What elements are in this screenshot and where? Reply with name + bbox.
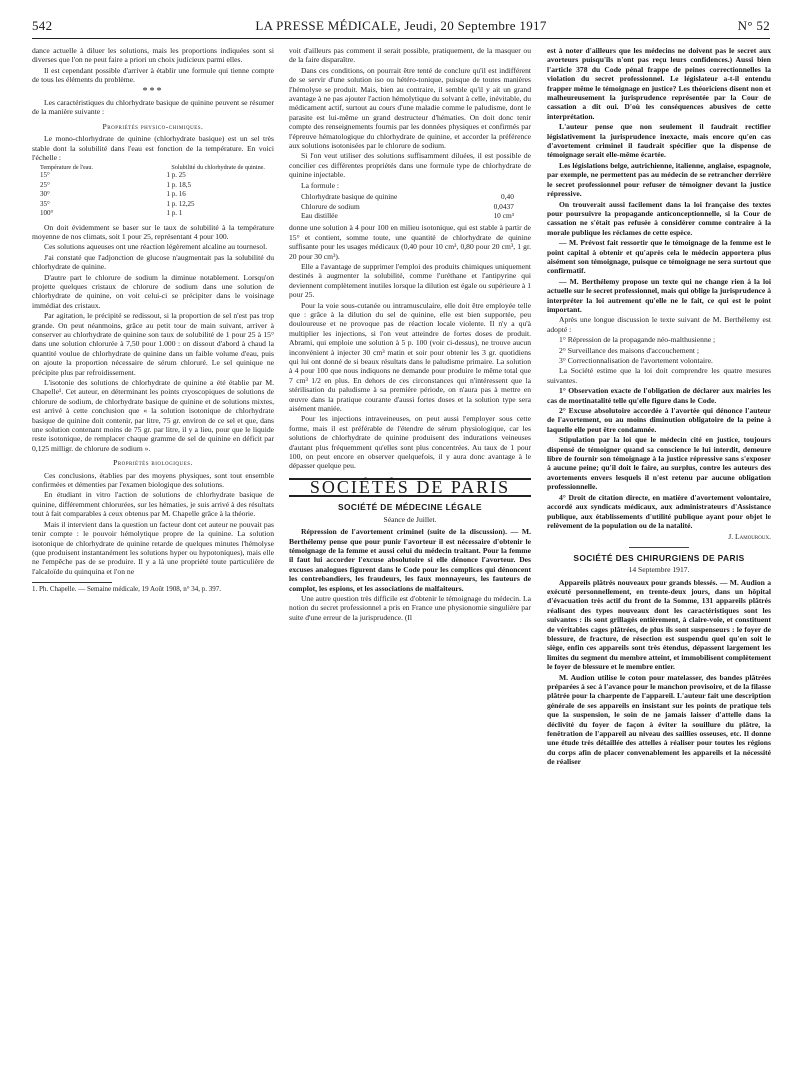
paragraph: dance actuelle à diluer les solutions, mais les proportions indiquées sont si diverses que l'on ne peut faire a priori un choix judicieux parmi elles.	[32, 46, 274, 65]
ingredient: Eau distillée	[301, 210, 338, 220]
table-cell: 100°	[40, 209, 54, 218]
paragraph: Elle a l'avantage de supprimer l'emploi des produits chimiques uniquement destinés à augmenter la solubilité, comme l'uréthane et l'antipyrine qui deviennent complètement inutiles lorsque la dilution est égale ou supérieure à 1 pour 25.	[289, 261, 531, 300]
table-cell: 35°	[40, 199, 50, 208]
paragraph: M. Audion utilise le coton pour matelasser, des bandes plâtrées préparées à sec à l'avance pour le manchon provisoire, et de la filasse plâtrée pour la charpente de l'appareil. L'auteur fait une description générale de ses appareils en insistant sur les points de pratique tels que la suspension, le soin de ne jamais laisser d'attelle dans la déclivité du foyer de façon à éviter la souillure du plâtre, la fenêtration de l'appareil au niveau des saillies osseuses, etc. Il donne une étude très détaillée des attelles à réaliser pour toutes les régions du corps afin de placer convenablement les appareils et la nécessité de réaliser	[547, 672, 771, 767]
paragraph: Stipulation par la loi que le médecin cité en justice, toujours dispensé de témoigner quand sa conscience le lui interdit, demeure libre de fournir son témoignage à la justice répressive sans s'exposer à aucune peine; qu'il doit le faire, au surplus, contre les auteurs des avortements envers lesquels il n'est retenu par aucune obligation professionnelle.	[547, 435, 771, 492]
table-cell: 1 p. 25	[166, 171, 186, 180]
table-header: Température de l'eau.	[40, 164, 94, 172]
paragraph: Par agitation, le précipité se redissout, si la proportion de sel n'est pas trop grande. On peut néanmoins, grâce au petit tour de main suivant, arriver à conserver au chlorhydrate de quinine son taux de solubilité de 1 pour 25 à 15° dans une solution chlorurée à 7,50 pour 1.000 : on dissout d'abord à chaud la quantité voulue de chlorhydrate de quinine dans un faible volume d'eau, puis on ajoute la proportion nécessaire de sérum chloruré. Le sel quinique ne précipite plus par refroidissement.	[32, 311, 274, 377]
table-row	[40, 181, 270, 190]
paragraph: Il est cependant possible d'arriver à établir une formule qui tienne compte de tous les éléments du problème.	[32, 65, 274, 85]
paragraph: Pour la voie sous-cutanée ou intramusculaire, elle doit être employée telle que : grâce à la dilution du sel de quinine, elle est bien supportée, peu douloureuse et ne provoque pas de réaction locale violente. Il n'y a qu'à multiplier les injections, si l'on veut atteindre de fortes doses de produit. Abrami, qui emploie une solution à 5 p. 100 (voir ci-dessus), ne trouve aucun inconvénient à injecter 30 cm³ matin et soir pour obtenir les 3 gr. quotidiens qui lui ont donné de si beaux résultats dans le paludisme primaire. La solution à 4 pour 100 que nous indiquons ne demande pour produire le même total que 7 cm³ 1/2 en plus. En dehors de ces circonstances qui n'intéressent que la stérilisation du paludisme à sa première période, on n'aura pas à mettre en œuvre dans la pratique courante d'aussi fortes doses et la solution type sera aisément maniée.	[289, 300, 531, 414]
column-1	[32, 46, 274, 596]
ingredient: Chlorhydrate basique de quinine	[301, 192, 398, 202]
session-date: 14 Septembre 1917.	[628, 565, 690, 575]
table-cell: 25°	[40, 180, 50, 189]
section-heading: Propriétés biologiques.	[113, 458, 193, 468]
table-cell: 1 p. 16	[166, 190, 186, 199]
paragraph: Ces solutions aqueuses ont une réaction légèrement alcaline au tournesol.	[44, 242, 268, 252]
formula	[301, 192, 514, 220]
society-title: SOCIÉTÉ DES CHIRURGIENS DE PARIS	[573, 552, 745, 563]
paragraph: Appareils plâtrés nouveaux pour grands blessés. — M. Audion a exécuté personnellement, en trente-deux jours, dans un hôpital d'évacuation très actif du front de la Somme, 131 appareils plâtrés réalisant des types nouveaux dont les caractéristiques sont les suivantes : ils sont grillagés entièrement, à claire-voie, et constituent de véritables cages plâtrées, de plus ils sont suspenseurs : le foyer de blessure, de fracture, de résection est suspendu quel qu'en soit le siège, enfin ces appareils sont très étendus, dépassent largement les limites du segment du membre atteint, et immobilisent complètement le foyer de blessure et le membre entier.	[547, 577, 771, 672]
formula-line	[301, 192, 514, 201]
table-row	[40, 171, 270, 180]
section-separator: ***	[142, 85, 164, 97]
paragraph: Ces conclusions, établies par des moyens physiques, sont tout ensemble confirmées et démenties par l'examen biologique des solutions.	[32, 470, 274, 490]
solubility-table	[40, 164, 270, 218]
separator-rule	[629, 547, 689, 548]
session-date: Séance de Juillet.	[383, 514, 437, 524]
header-rule	[32, 38, 770, 39]
list-item: 2° Surveillance des maisons d'accouchement ;	[559, 345, 699, 355]
paragraph: Pour les injections intraveineuses, on peut aussi l'employer sous cette forme, mais il est préférable de l'étendre de sérum physiologique, car les solutions de chlorhydrate de quinine produisent des indurations veineuses d'autant plus fréquemment qu'elles sont plus concentrées. Au taux de 1 pour 100, on peut encore en observer quelquefois, il y aura donc avantage à le dépasser quelque peu.	[289, 414, 531, 471]
issue-number: N° 52	[737, 18, 770, 33]
paragraph: 1° Observation exacte de l'obligation de déclarer aux mairies les cas de mortinatalité telle qu'elle figure dans le Code.	[547, 386, 771, 405]
paragraph: La Société estime que la loi doit comprendre les quatre mesures suivantes.	[547, 366, 771, 385]
paragraph: — M. Berthélemy propose un texte qui ne change rien à la loi actuelle sur le secret professionnel, mais qui oblige la jurisprudence à interpréter la loi autrement qu'elle ne le fait, ce qui est le point important.	[547, 276, 771, 314]
table-row	[40, 200, 270, 209]
paragraph: La formule :	[301, 180, 339, 190]
table-cell: 1 p. 1	[166, 209, 183, 218]
ingredient: Chlorure de sodium	[301, 201, 360, 211]
paragraph: voit d'ailleurs pas comment il serait possible, pratiquement, de la masquer ou de la faire disparaître.	[289, 46, 531, 65]
list-item: 1° Répression de la propagande néo-malthusienne ;	[559, 335, 716, 345]
society-title: SOCIÉTÉ DE MÉDECINE LÉGALE	[338, 502, 482, 513]
paragraph: L'isotonie des solutions de chlorhydrate de quinine a été établie par M. Chapelle¹. Cet auteur, en déterminant les points cryoscopiques de solutions de chlorure de sodium, de chlorhydrate basique de quinine et de solutions mixtes, est arrivé à cette conclusion que « la solution isotonique de chlorhydrate basique de quinine doit contenir, par litre, 75 gr. environ de ce sel et que, dans une solution contenant moins de 75 gr. par litre, il y a lieu, pour que le liquide reste isotonique, de remplacer chaque gramme de sel de quinine en déficit par 0,125 milligr. de chlorure de sodium ».	[32, 378, 274, 453]
table-header: Solubilité du chlorhydrate de quinine.	[171, 164, 265, 172]
list-item: 3° Correctionnalisation de l'avortement volontaire.	[559, 356, 713, 365]
page-number: 542	[32, 18, 53, 33]
quantity: 10 cm³	[493, 210, 514, 220]
paragraph: Si l'on veut utiliser des solutions suffisamment diluées, il est possible de concilier ces différentes propriétés dans une formule type de chlorhydrate de quinine injectable.	[289, 151, 531, 180]
journal-title: LA PRESSE MÉDICALE, Jeudi, 20 Septembre 1917	[255, 18, 547, 33]
table-row	[40, 209, 270, 218]
quantity: 0,40	[501, 192, 514, 202]
formula-line	[301, 202, 514, 211]
table-cell: 1 p. 12,25	[166, 199, 195, 208]
table-cell: 15°	[40, 171, 50, 180]
section-heading: Propriétés physico-chimiques.	[102, 121, 204, 131]
paragraph: — M. Prévost fait ressortir que le témoignage de la femme est le point capital à obtenir et qu'après cela le médecin apportera plus aisément son témoignage, puisque ce témoignage ne sera surtout que confirmatif.	[547, 238, 771, 276]
formula-line	[301, 211, 514, 220]
paragraph: est à noter d'ailleurs que les médecins ne doivent pas le secret aux avorteurs puisqu'ils n'ont pas reçu leurs confidences.) Aussi bien l'article 378 du Code pénal frappe de peines correctionnelles la violation du secret professionnel. Le législateur a-t-il entendu frapper même le témoignage en justice? Les théoriciens disent non et malheureusement la jurisprudence représentée par la Cour de cassation a dit oui. D'où les conséquences abusives de cette interprétation.	[547, 46, 771, 121]
paragraph: Une autre question très difficile est d'obtenir le témoignage du médecin. La notion du secret professionnel a pris en France une physionomie singulière par suite d'une erreur de la jurisprudence. (Il	[289, 593, 531, 622]
paragraph: D'autre part le chlorure de sodium la diminue notablement. Lorsqu'on projette quelques cristaux de chlorure de sodium dans une solution de chlorhydrate de quinine, on voit celui-ci se précipiter dans le voisinage immédiat des cristaux.	[32, 272, 274, 310]
column-2	[289, 46, 531, 623]
paragraph: J'ai constaté que l'adjonction de glucose n'augmentait pas la solubilité du chlorhydrate de quinine.	[32, 252, 274, 272]
paragraph: Dans ces conditions, on pourrait être tenté de conclure qu'il est indifférent de se servir d'une solution iso ou hétéro-tonique, puisque de toutes manières l'hémolyse se produit. Mais, bien au contraire, il semble qu'il y ait un grand avantage à ne pas ajouter l'action hémolytique du solvant à celle, inévitable, du médicament actif, surtout au cours d'une maladie comme le paludisme, dont le parasite est lui-même un grand destructeur d'hématies. On doit donc tenir compte des renseignements fournis par les données physiques et confirmés par l'épreuve hématologique du chlorhydrate de quinine, et accorder la préférence aux solutions isotonisées par le chlorure de sodium.	[289, 65, 531, 151]
paragraph: On doit évidemment se baser sur le taux de solubilité à la température moyenne de nos climats, soit 1 pour 25, représentant 4 pour 100.	[32, 222, 274, 241]
footnote: 1. Ph. Chapelle. — Semaine médicale, 19 Août 1908, n° 34, p. 397.	[32, 585, 222, 594]
page-header	[32, 18, 770, 38]
paragraph: Répression de l'avortement criminel (suite de la discussion). — M. Berthélemy pense que pour punir l'avorteur il est nécessaire d'obtenir le témoignage de la femme et aussi celui du médecin traitant. Pour la femme il faut lui accorder l'excuse absolutoire si elle dénonce l'avorteur. Des excuses analogues figurent dans le Code pour les complices qui dénoncent les contrebandiers, les fraudeurs, les faux monnayeurs, les fauteurs de complot, les espions, et les associations de malfaiteurs.	[289, 527, 531, 593]
signature: J. Lamouroux.	[728, 532, 771, 542]
section-banner: SOCIÉTÉS DE PARIS	[289, 478, 531, 497]
paragraph: 4° Droit de citation directe, en matière d'avortement volontaire, accordé aux syndicats médicaux, aux administrateurs d'Assistance publique, aux établissements d'utilité publique ayant pour objet le relèvement de la population ou de la natalité.	[547, 492, 771, 530]
paragraph: Mais il intervient dans la question un facteur dont cet auteur ne pouvait pas tenir compte : le pouvoir hémolytique propre de la quinine. La solution isotonique de chlorhydrate de quinine retarde de quelques minutes l'hémolyse (que produisent instantanément les solutions hyper ou hypotoniques), mais elle ne l'empêche pas de se produire. Il y a là une propriété toute particulière de l'alcaloïde du quinquina et l'on ne	[32, 519, 274, 576]
footnote-rule	[32, 582, 112, 583]
quantity: 0,0437	[493, 201, 514, 211]
table-cell: 30°	[40, 190, 50, 199]
paragraph: 2° Excuse absolutoire accordée à l'avortée qui dénonce l'auteur de l'avortement, ou au moins diminution obligatoire de la peine à laquelle elle peut être condamnée.	[547, 406, 771, 434]
table-row	[40, 190, 270, 199]
paragraph: Les législations belge, autrichienne, italienne, anglaise, espagnole, par exemple, ne permettent pas au médecin de se retrancher derrière le secret professionnel pour refuser de témoigner devant la justice répressive.	[547, 160, 771, 199]
paragraph: Le mono-chlorhydrate de quinine (chlorhydrate basique) est un sel très stable dont la solubilité dans l'eau est fonction de la température. En voici l'échelle :	[32, 134, 274, 163]
paragraph: Les caractéristiques du chlorhydrate basique de quinine peuvent se résumer de la manière suivante :	[32, 98, 274, 117]
paragraph: On trouverait aussi facilement dans la loi française des textes pour poursuivre la propagande anticonceptionnelle, si la Cour de cassation ne s'était pas refusée à considérer comme contraire à la morale publique les réclames de cette espèce.	[547, 199, 771, 237]
table-cell: 1 p. 18,5	[166, 180, 191, 189]
paragraph: En étudiant in vitro l'action de solutions de chlorhydrate basique de quinine, différemment chlorurées, sur les hématies, je suis arrivé à des résultats tout à fait comparables à ceux obtenus par M. Chapelle grâce à la théorie.	[32, 490, 274, 519]
paragraph: donne une solution à 4 pour 100 en milieu isotonique, qui est stable à partir de 15° et contient, somme toute, une quantité de chlorhydrate de quinine suffisante pour les usages médicaux (0,40 pour 10 cm³, 0,80 pour 20 cm³, 1 gr. 20 pour 30 cm³).	[289, 223, 531, 261]
paragraph: Après une longue discussion le texte suivant de M. Berthélemy est adopté :	[547, 315, 771, 334]
column-3	[547, 46, 771, 768]
paragraph: L'auteur pense que non seulement il faudrait rectifier législativement la jurisprudence inexacte, mais encore qu'en cas d'avortement criminel il faudrait spécifier que la dispense de témoignage serait elle-même écartée.	[547, 122, 771, 160]
